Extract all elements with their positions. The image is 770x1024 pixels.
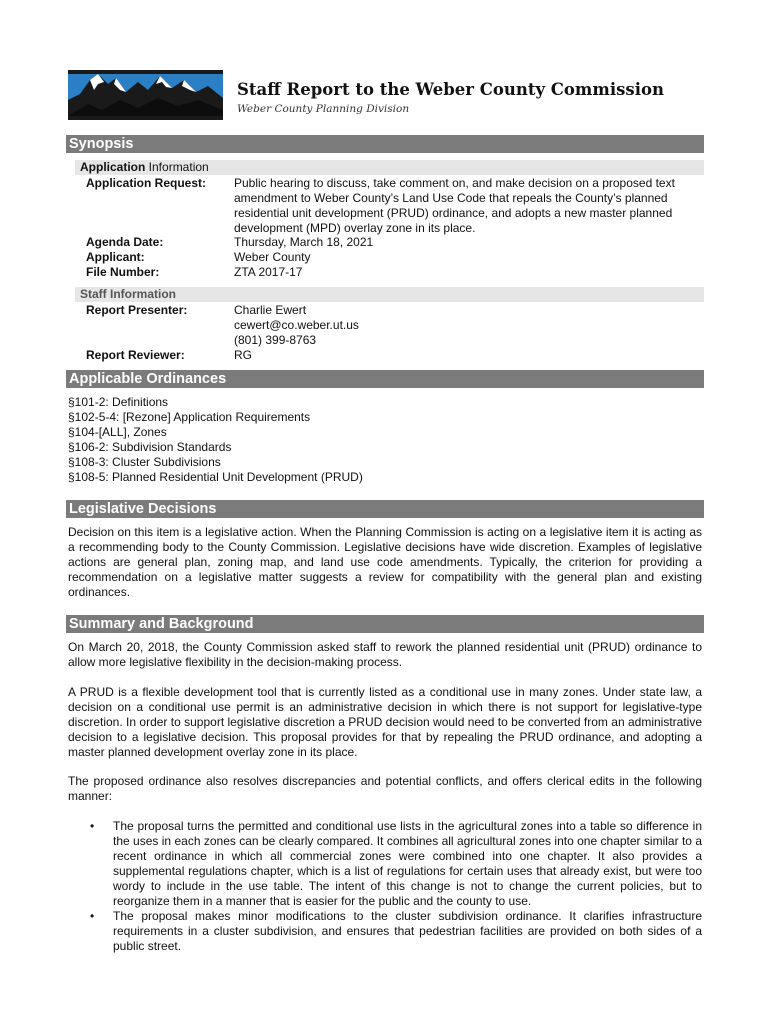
report-reviewer-label: Report Reviewer: [86, 348, 185, 362]
application-info-rest: Information [145, 160, 209, 174]
list-item [68, 909, 702, 954]
summary-bullet-list [68, 819, 702, 954]
ordinance-item: §104-[ALL], Zones [68, 425, 167, 439]
ordinance-item: §108-5: Planned Residential Unit Development (PRUD) [68, 470, 363, 484]
legislative-decisions-text: Decision on this item is a legislative action. When the Planning Commission is acting on a legislative item it is acting as a recommending body to the County Commission. Legislative decisions have wide discretion. Examples of legislative actions are general plan, zoning map, and land use code amendments. Typically, the criterion for providing a recommendation on a legislative matter suggests a review for compatibility with the general plan and existing ordinances. [68, 525, 702, 599]
staff-information-subheading: Staff Information [75, 287, 704, 302]
ordinance-list [68, 395, 363, 485]
agenda-date-value: Thursday, March 18, 2021 [234, 235, 374, 249]
agenda-date-label: Agenda Date: [86, 235, 164, 249]
summary-background-heading: Summary and Background [66, 615, 704, 633]
presenter-name: Charlie Ewert [234, 303, 307, 317]
application-request-label: Application Request: [86, 176, 207, 190]
applicant-value: Weber County [234, 250, 311, 264]
report-presenter-label: Report Presenter: [86, 303, 188, 317]
applicable-ordinances-heading: Applicable Ordinances [66, 370, 704, 388]
ordinance-item: §108-3: Cluster Subdivisions [68, 455, 221, 469]
report-title: Staff Report to the Weber County Commission [237, 80, 664, 99]
application-information-subheading [75, 160, 704, 175]
summary-paragraph-1: On March 20, 2018, the County Commission asked staff to rework the planned residential unit (PRUD) ordinance to allow more legislative flexibility in the decision-making process. [68, 640, 702, 669]
report-subtitle: Weber County Planning Division [237, 103, 410, 115]
file-number-value: ZTA 2017-17 [234, 265, 303, 279]
bullet-icon: • [90, 819, 95, 833]
application-request-value: Public hearing to discuss, take comment on, and make decision on a proposed text amendment to Weber County’s Land Use Code that repeals the County’s planned residential unit development (PRUD) ordinance, and adopts a new master planned development (MPD) overlay zone in its place. [234, 176, 675, 235]
synopsis-heading: Synopsis [66, 135, 704, 153]
presenter-phone: (801) 399-8763 [234, 333, 317, 347]
legislative-decisions-heading: Legislative Decisions [66, 500, 704, 518]
bullet-text: The proposal makes minor modifications to the cluster subdivision ordinance. It clarifies infrastructure requirements in a cluster subdivision, and ensures that pedestrian facilities are provided on both sides of a public street. [113, 909, 702, 953]
file-number-label: File Number: [86, 265, 160, 279]
report-reviewer-value: RG [234, 348, 252, 362]
bullet-text: The proposal turns the permitted and conditional use lists in the agricultural zones into a table so difference in the uses in each zones can be clearly compared. It combines all agricultural zones into one chapter similar to a recent ordinance in which all commercial zones were combined into one chapter. It also provides a supplemental regulations chapter, which is a list of regulations for certain uses that already exist, but were too wordy to include in the use table. The intent of this change is not to change the current policies, but to reorganize them in a manner that is easier for the public and the county to use. [113, 819, 702, 908]
weber-county-mountain-logo [68, 70, 223, 120]
summary-paragraph-3: The proposed ordinance also resolves discrepancies and potential conflicts, and offers clerical edits in the following manner: [68, 774, 702, 803]
applicant-label: Applicant: [86, 250, 145, 264]
bullet-icon: • [90, 909, 95, 923]
application-info-bold: Application [80, 160, 146, 174]
list-item [68, 819, 702, 909]
ordinance-item: §102-5-4: [Rezone] Application Requirements [68, 410, 311, 424]
ordinance-item: §101-2: Definitions [68, 395, 169, 409]
ordinance-item: §106-2: Subdivision Standards [68, 440, 232, 454]
presenter-email: cewert@co.weber.ut.us [234, 318, 359, 332]
summary-paragraph-2: A PRUD is a flexible development tool that is currently listed as a conditional use in many zones. Under state law, a decision on a conditional use permit is an administrative decision in which there is not support for legislative-type discretion. In order to support legislative discretion a PRUD decision would need to be converted from an administrative decision to a legislative decision. This proposal provides for that by repealing the PRUD ordinance, and adopting a master planned development overlay zone in its place. [68, 685, 702, 759]
